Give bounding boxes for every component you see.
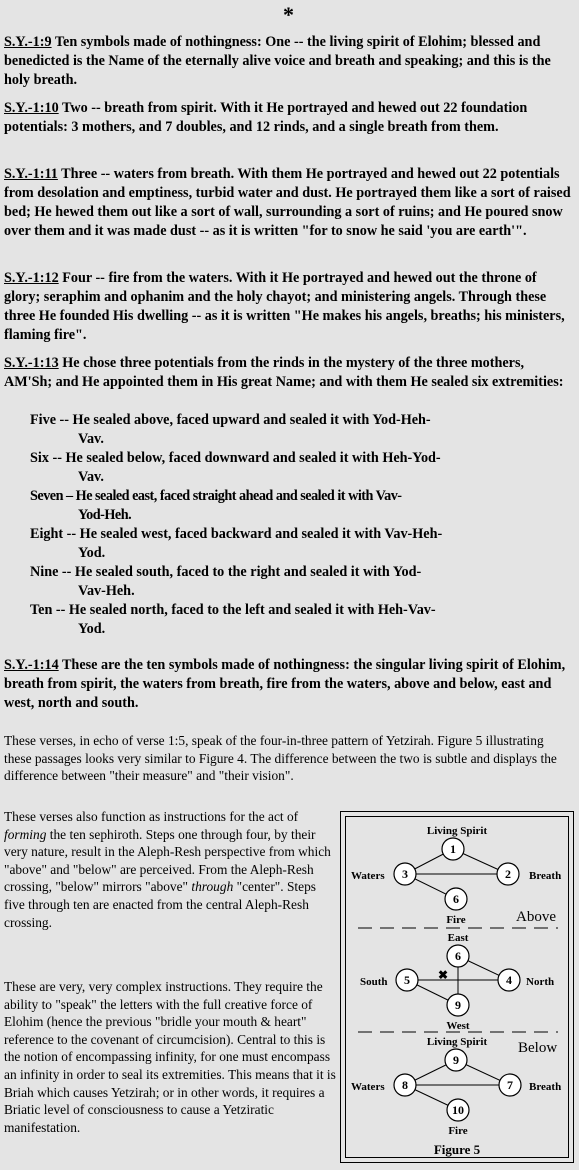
extremity-line: Eight -- He sealed west, faced backward and sealed it with Vav-Heh- <box>30 526 443 542</box>
commentary-paragraph-3: These are very, very complex instructions. They require the ability to "speak" the letters with the full creative force of Elohim (hence the previous "bridle your mouth & heart" reference to the covenant of circumcision). Central to this is the notion of encompassing infinity, for one must encompass an infinity in order to seal its extremities. This means that it is Briah which causes Yetzirah; or in other words, it requires a Briatic level of consciousness to cause a Yetziratic manifestation. <box>4 979 336 1135</box>
extremity-line: Seven – He sealed east, faced straight ahead and sealed it with Vav- <box>30 488 402 504</box>
extremity-five <box>30 411 550 449</box>
label-below: Below <box>518 1040 558 1056</box>
commentary-paragraph-2 <box>4 808 337 931</box>
extremity-six <box>30 449 550 487</box>
node-4-label: 4 <box>506 973 512 987</box>
verse-text: These are the ten symbols made of nothingness: the singular living spirit of Elohim, breath from spirit, the waters from breath, fire from the waters, above and below, east and west, north and south. <box>4 657 566 711</box>
node-10-label: 10 <box>452 1103 464 1117</box>
figure-5-diagram <box>346 817 568 1157</box>
node-5-label: 5 <box>404 973 410 987</box>
crossing-mark: ✖ <box>438 968 449 982</box>
label-fire: Fire <box>446 914 466 926</box>
label-living-spirit: Living Spirit <box>426 1036 488 1048</box>
extremity-line: Ten -- He sealed north, faced to the left and sealed it with Heh-Vav- <box>30 602 436 618</box>
node-7-label: 7 <box>507 1078 513 1092</box>
extremity-eight <box>30 525 550 563</box>
figure-5 <box>345 816 569 1158</box>
commentary-emphasis: through <box>191 879 234 895</box>
verse-1-12 <box>4 269 574 345</box>
label-south: South <box>360 976 388 988</box>
label-breath: Breath <box>529 1081 562 1093</box>
verse-text: Three -- waters from breath. With them He portrayed and hewed out 22 potentials from desolation and emptiness, turbid water and dust. He portrayed them like a sort of raised bed; He hewed them out like a sort of wall, surrounding a sort of ruins; and He poured snow over them and it was made dust -- as it is written "for to snow he said 'you are earth'". <box>4 166 571 239</box>
label-living-spirit: Living Spirit <box>426 825 488 837</box>
verse-text: Ten symbols made of nothingness: One -- the living spirit of Elohim; blessed and benedicted is the Name of the eternally alive voice and breath and speaking; and this is the holy breath. <box>4 34 551 88</box>
verse-ref: S.Y.-1:9 <box>4 34 52 50</box>
node-1-label: 1 <box>450 842 456 856</box>
verse-ref: S.Y.-1:14 <box>4 657 59 673</box>
verse-ref: S.Y.-1:12 <box>4 270 59 286</box>
commentary-text: the ten sephiroth. Steps one through four, by their very nature, result in the Aleph-Resh perspective from which "above" and "below" are perceived. From the Aleph-Resh crossing, "below" mirrors "above" <box>4 826 331 895</box>
node-9-label: 9 <box>455 998 461 1012</box>
verse-1-14 <box>4 656 574 713</box>
commentary-text: These verses also function as instructions for the act of <box>4 809 299 824</box>
verse-text: Four -- fire from the waters. With it He portrayed and hewed out the throne of glory; seraphim and ophanim and the holy chayot; and ministering angels. Through these three He founded His dwelling -- as it is written "He makes his angels, breaths; his ministers, flaming fire". <box>4 270 565 343</box>
verse-1-9 <box>4 33 574 90</box>
label-breath: Breath <box>529 870 562 882</box>
section-star: * <box>283 2 294 27</box>
figure-5-frame <box>340 811 574 1163</box>
verse-1-10 <box>4 99 574 137</box>
node-3-label: 3 <box>402 867 408 881</box>
node-8-label: 8 <box>402 1078 408 1092</box>
verse-text: He chose three potentials from the rinds in the mystery of the three mothers, AM'Sh; and He appointed them in His great Name; and with them He sealed six extremities: <box>4 355 564 390</box>
extremity-ten <box>30 601 550 639</box>
extremity-seven <box>30 487 550 525</box>
extremity-line: Six -- He sealed below, faced downward and sealed it with Heh-Yod- <box>30 450 441 466</box>
label-above: Above <box>516 909 556 925</box>
node-9-label: 9 <box>453 1053 459 1067</box>
label-west: West <box>446 1020 470 1032</box>
extremities-list <box>30 411 550 639</box>
verse-ref: S.Y.-1:13 <box>4 355 59 371</box>
commentary-text: "center". Steps five through ten are enacted from the central Aleph-Resh crossing. <box>4 879 316 930</box>
extremity-line: Nine -- He sealed south, faced to the right and sealed it with Yod- <box>30 564 422 580</box>
extremity-line: Yod. <box>78 621 106 637</box>
label-waters: Waters <box>351 1081 385 1093</box>
label-north: North <box>526 976 555 988</box>
label-east: East <box>447 932 469 944</box>
node-6-label: 6 <box>455 949 461 963</box>
extremity-line: Yod. <box>78 545 106 561</box>
verse-ref: S.Y.-1:11 <box>4 166 58 182</box>
commentary-paragraph-1: These verses, in echo of verse 1:5, speak of the four-in-three pattern of Yetzirah. Figure 5 illustrating these passages looks very similar to Figure 4. The difference between the two is subtle and displays the difference between "their measure" and "their vision". <box>4 733 557 784</box>
verse-ref: S.Y.-1:10 <box>4 100 59 116</box>
extremity-nine <box>30 563 550 601</box>
extremity-line: Vav-Heh. <box>78 583 135 599</box>
extremity-line: Yod-Heh. <box>78 507 132 523</box>
commentary-emphasis: forming <box>4 826 47 842</box>
verse-1-13 <box>4 354 574 392</box>
label-waters: Waters <box>351 870 385 882</box>
extremity-line: Five -- He sealed above, faced upward and sealed it with Yod-Heh- <box>30 412 431 428</box>
verse-text: Two -- breath from spirit. With it He portrayed and hewed out 22 foundation potentials: 3 mothers, and 7 doubles, and 12 rinds, and a single breath from them. <box>4 100 528 135</box>
verse-1-11 <box>4 165 574 241</box>
extremity-line: Vav. <box>78 469 104 485</box>
node-2-label: 2 <box>505 867 511 881</box>
label-fire: Fire <box>448 1125 468 1137</box>
node-6-label: 6 <box>453 892 459 906</box>
extremity-line: Vav. <box>78 431 104 447</box>
figure-caption: Figure 5 <box>433 1142 481 1157</box>
